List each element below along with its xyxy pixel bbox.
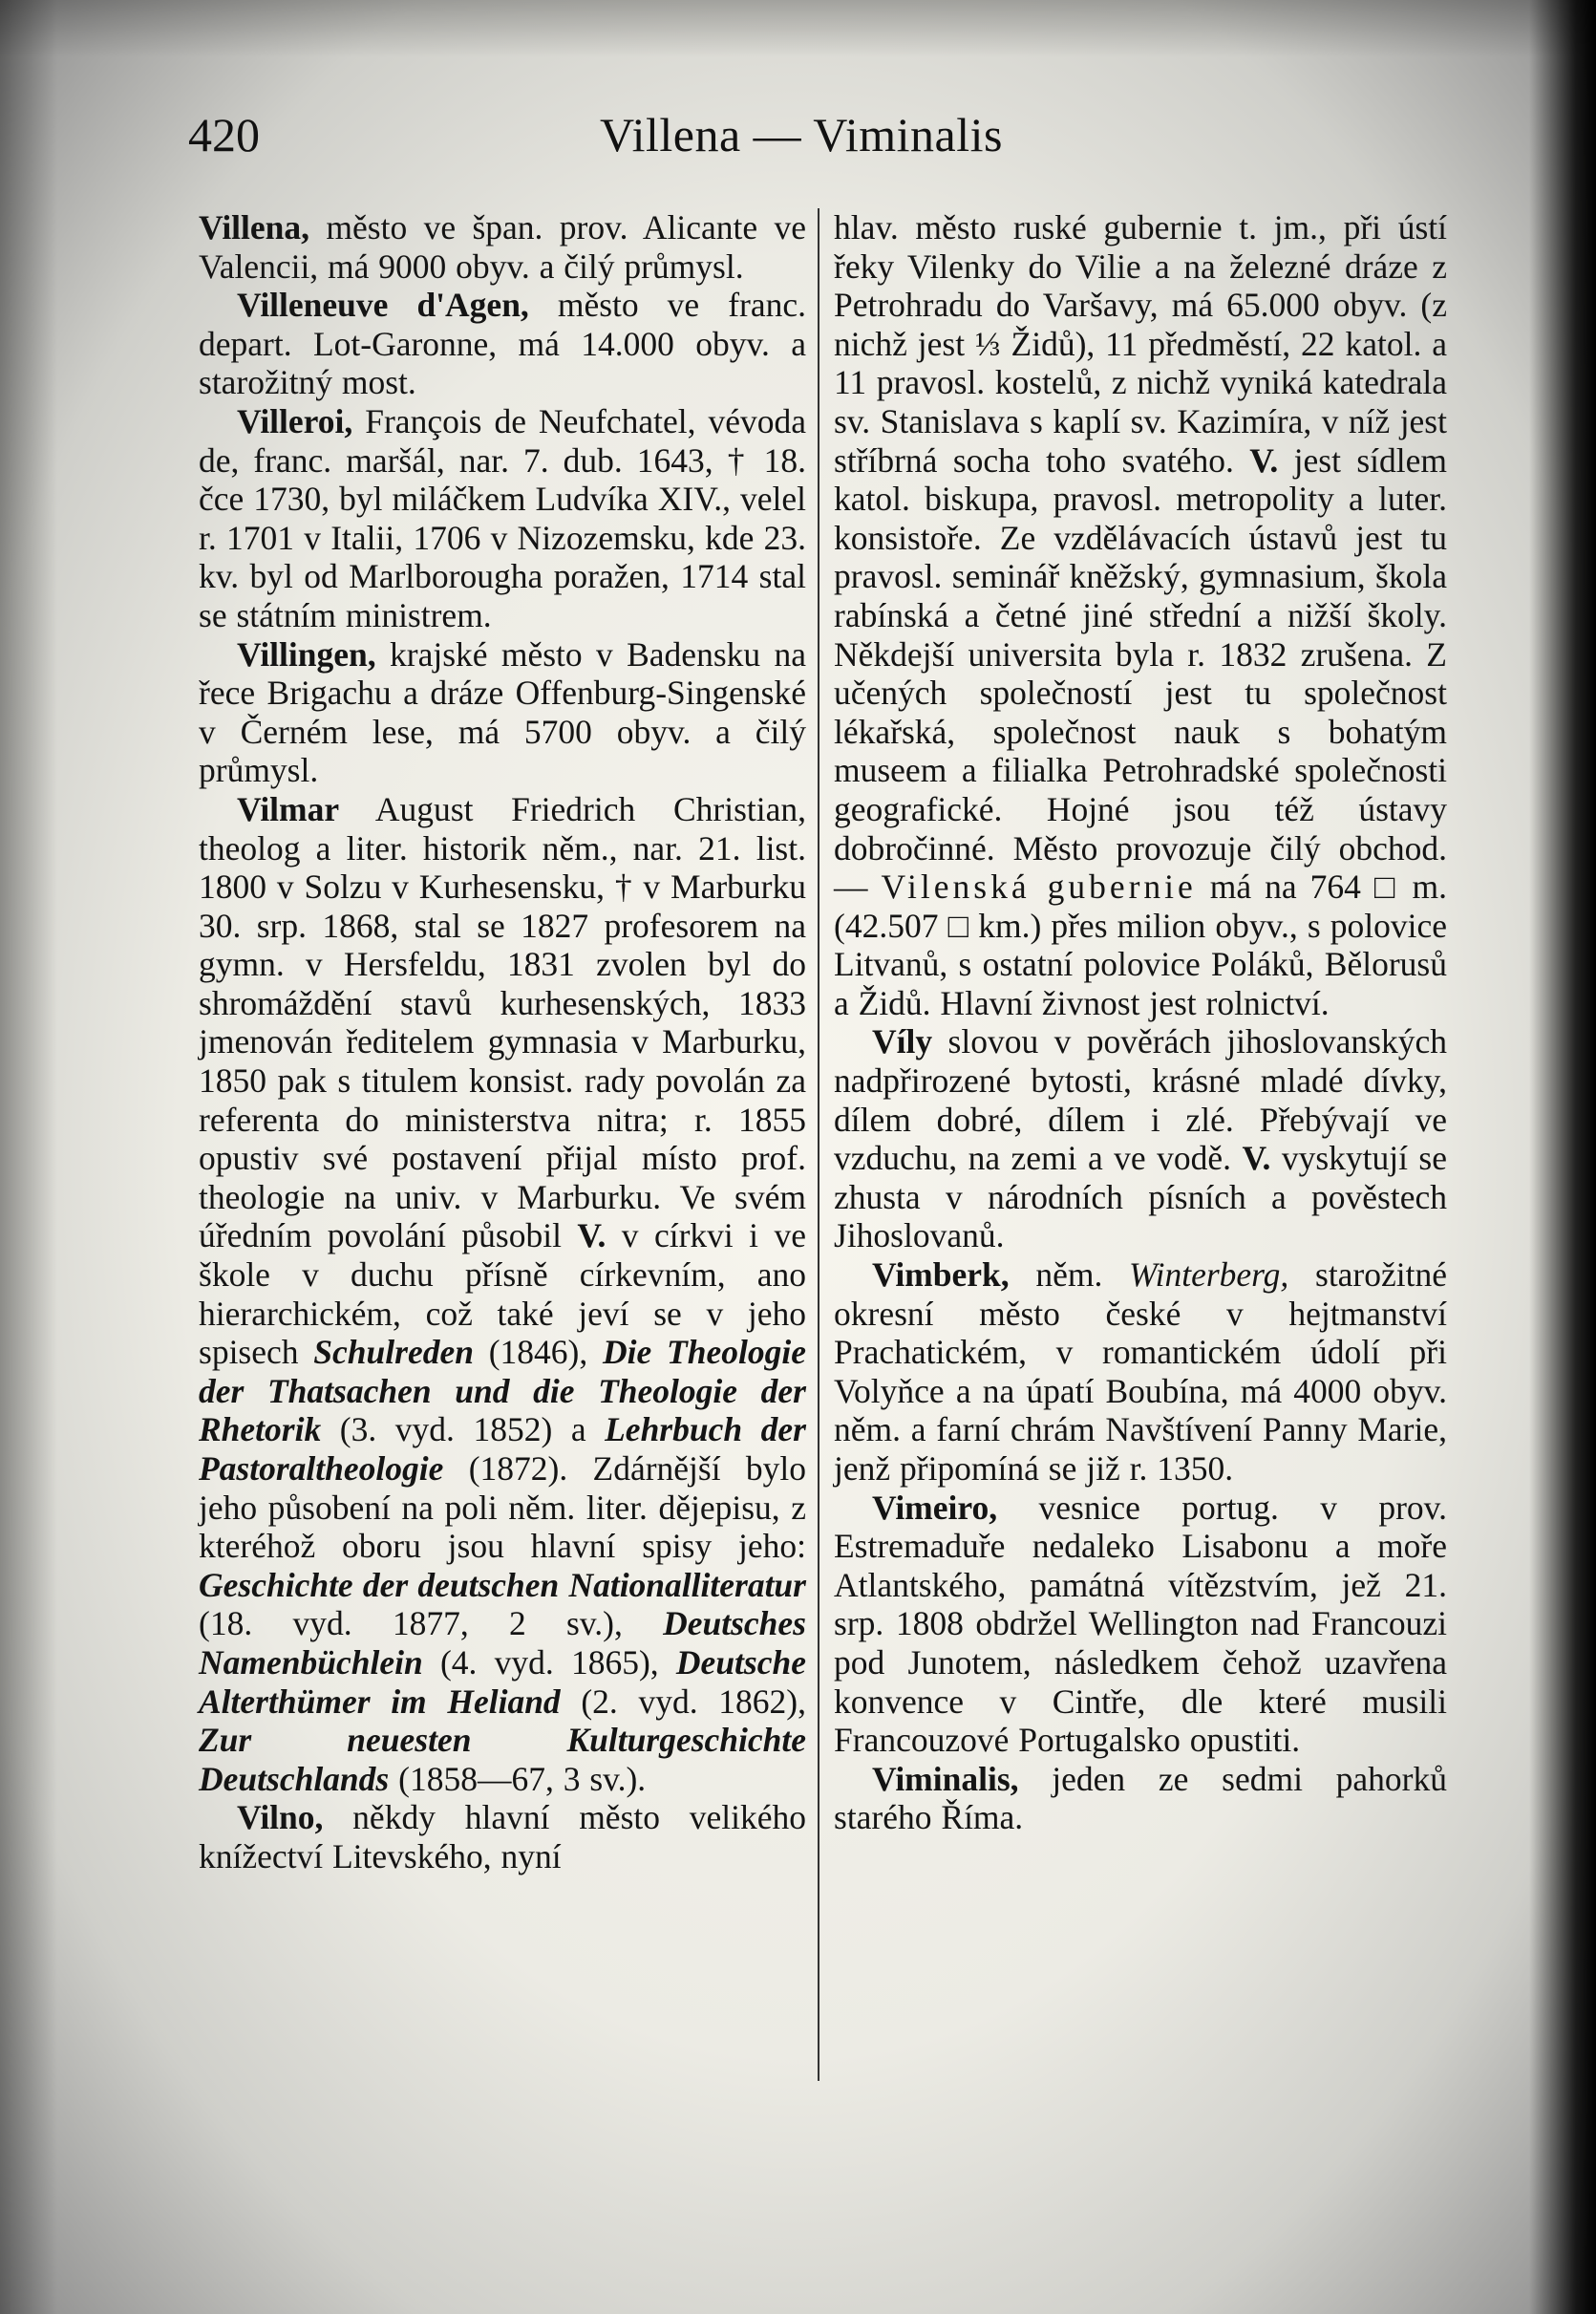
spaced-term: Vilenská gubernie [881, 868, 1197, 907]
entry-text: (3. vyd. 1852) a [321, 1410, 606, 1449]
left-column [199, 208, 806, 1876]
headword: Vilno, [237, 1798, 324, 1837]
scan-shadow-right [1529, 0, 1596, 2314]
column-divider [818, 208, 819, 2081]
entry-text: August Friedrich Christian, theolog a liter. historik něm., nar. 21. list. 1800 v Solzu v Kurhesensku, † v Marburku 30. srp. 1868, stal se 1827 profesorem na gymn. v Hersfeldu, 1831 zvolen byl do shromáždění stavů kurhesenských, 1833 jmenován ředitelem gymnasia v Marburku, 1850 pak s titulem konsist. rady povolán za referenta do ministerstva nitra; r. 1855 opustiv své postavení přijal místo prof. theologie na univ. v Marburku. Ve svém úředním povolání působil [199, 789, 806, 1255]
entry-text: hlav. město ruské gubernie t. jm., při ústí řeky Vilenky do Vilie a na železné dráze z Petrohradu do Varšavy, má 65.000 obyv. (z nichž jest ⅓ Židů), 11 předměstí, 22 katol. a 11 pravosl. kostelů, z nichž vyniká katedrala sv. Stanislava s kaplí sv. Kazimíra, v níž jest stříbrná socha toho svatého. [834, 208, 1447, 480]
running-head: Villena — Viminalis [600, 108, 1003, 161]
headword: Villingen, [237, 634, 376, 674]
headword: Víly [872, 1022, 933, 1061]
entry-text: krajské město v Badensku na řece Brigachu a dráze Offenburg-Singenské v Černém lese, má 5700 obyv. a čilý průmysl. [199, 634, 806, 790]
book-title: Deutsche Alterthümer im Heliand [199, 1642, 806, 1721]
entry-text: (4. vyd. 1865), [422, 1642, 676, 1682]
abbrev: V. [577, 1216, 606, 1255]
entry-text: (1872). Zdárnější bylo jeho působení na poli něm. liter. dějepisu, z kteréhož oboru jsou hlavní spisy jeho: [199, 1449, 806, 1566]
book-title: Zur neuesten Kulturgeschichte Deutschlands [199, 1721, 806, 1798]
entry-text: má na 764 □ m. (42.507 □ km.) přes milion obyv., s polovice Litvanů, s ostatní polovice Poláků, Bělorusů a Židů. Hlavní živnost jest rolnictví. [834, 868, 1447, 1022]
entry-vilno [199, 1798, 806, 1875]
entry-text: něm. [1009, 1255, 1130, 1295]
book-title: Geschichte der deutschen Nationalliteratur [199, 1565, 806, 1604]
entry-text: vesnice portug. v prov. Estremaduře nedaleko Lisabonu a moře Atlantského, památná vítězstvím, jež 21. srp. 1808 obdržel Wellington nad Francouzi pod Junotem, následkem čehož uzavřena konvence v Cintře, dle které musili Francouzové Portugalsko opustiti. [834, 1488, 1447, 1760]
entry-vilmar [199, 790, 806, 1798]
entry-vilno-continued [834, 208, 1447, 1022]
scan-shadow-top [0, 0, 1596, 57]
entry-vimeiro [834, 1489, 1447, 1760]
headword: Vimberk, [872, 1255, 1010, 1295]
book-title: Schulreden [313, 1333, 474, 1372]
book-title: Die Theologie der Thatsachen und die Theologie der Rhetorik [199, 1333, 806, 1449]
entry-villena [199, 208, 806, 286]
headword: Vimeiro, [872, 1488, 998, 1527]
headword: Villeneuve d'Agen, [237, 286, 529, 325]
headword: Villeroi, [237, 401, 353, 440]
german-name: Winterberg, [1129, 1255, 1289, 1295]
entry-viminalis [834, 1760, 1447, 1837]
entry-text: (2. vyd. 1862), [560, 1682, 806, 1721]
abbrev: V. [1249, 440, 1279, 480]
scan-shadow-left [0, 0, 57, 2314]
entry-text: (1846), [473, 1333, 604, 1372]
entry-vimberk [834, 1255, 1447, 1489]
page-header [0, 107, 1596, 174]
entry-vily [834, 1022, 1447, 1255]
entry-text: (18. vyd. 1877, 2 sv.), [199, 1604, 664, 1643]
entry-villingen [199, 635, 806, 790]
headword: Vilmar [237, 789, 340, 828]
right-column [834, 208, 1447, 1837]
entry-text: v církvi i ve škole v duchu přísně církevním, ano hierarchickém, což také jeví se v jeho spisech [199, 1216, 806, 1372]
entry-text: (1858—67, 3 sv.). [389, 1759, 647, 1798]
entry-text: slovou v pověrách jihoslovanských nadpřirozené bytosti, krásné mladé dívky, dílem dobré, dílem i zlé. Přebývají ve vzduchu, na zemi a ve vodě. [834, 1022, 1447, 1178]
headword: Villena, [199, 208, 310, 246]
entry-text: jest sídlem katol. biskupa, pravosl. metropolity a luter. konsistoře. Ze vzdělávacích ústavů jest tu pravosl. seminář kněžský, gymnasium, škola rabínská a četné jiné střední a nižší školy. Někdejší universita byla r. 1832 zrušena. Z učených společností jest tu společnost lékařská, společnost nauk s bohatým museem a filialka Petrohradské společnosti geografické. Hojné jsou též ústavy dobročinné. Město provozuje čilý obchod. — [834, 440, 1447, 907]
book-title: Lehrbuch der Pastoraltheologie [199, 1410, 806, 1488]
abbrev: V. [1242, 1139, 1271, 1178]
book-title: Deutsches Namenbüchlein [199, 1604, 806, 1682]
entry-text: jeden ze sedmi pahorků starého Říma. [834, 1759, 1447, 1837]
entry-text: vyskytují se zhusta v národních písních a pověstech Jihoslovanů. [834, 1139, 1448, 1255]
entry-villeroi [199, 402, 806, 635]
entry-text: město ve franc. depart. Lot-Garonne, má 14.000 obyv. a starožitný most. [199, 286, 806, 402]
entry-villeneuve [199, 286, 806, 402]
entry-text: město ve špan. prov. Alicante ve Valencii, má 9000 obyv. a čilý průmysl. [199, 208, 806, 286]
entry-text: starožitné okresní město české v hejtmanství Prachatickém, v romantickém údolí při Volyňce a na úpatí Boubína, má 4000 obyv. něm. a farní chrám Navštívení Panny Marie, jenž připomíná se již r. 1350. [834, 1255, 1447, 1488]
headword: Viminalis, [872, 1759, 1019, 1798]
entry-text: někdy hlavní město velikého knížectví Litevského, nyní [199, 1798, 806, 1875]
page-number: 420 [188, 108, 260, 161]
entry-text: François de Neufchatel, vévoda de, franc. maršál, nar. 7. dub. 1643, † 18. čce 1730, byl miláčkem Ludvíka XIV., velel r. 1701 v Italii, 1706 v Nizozemsku, kde 23. kv. byl od Marlborougha poražen, 1714 stal se státním ministrem. [199, 401, 806, 634]
